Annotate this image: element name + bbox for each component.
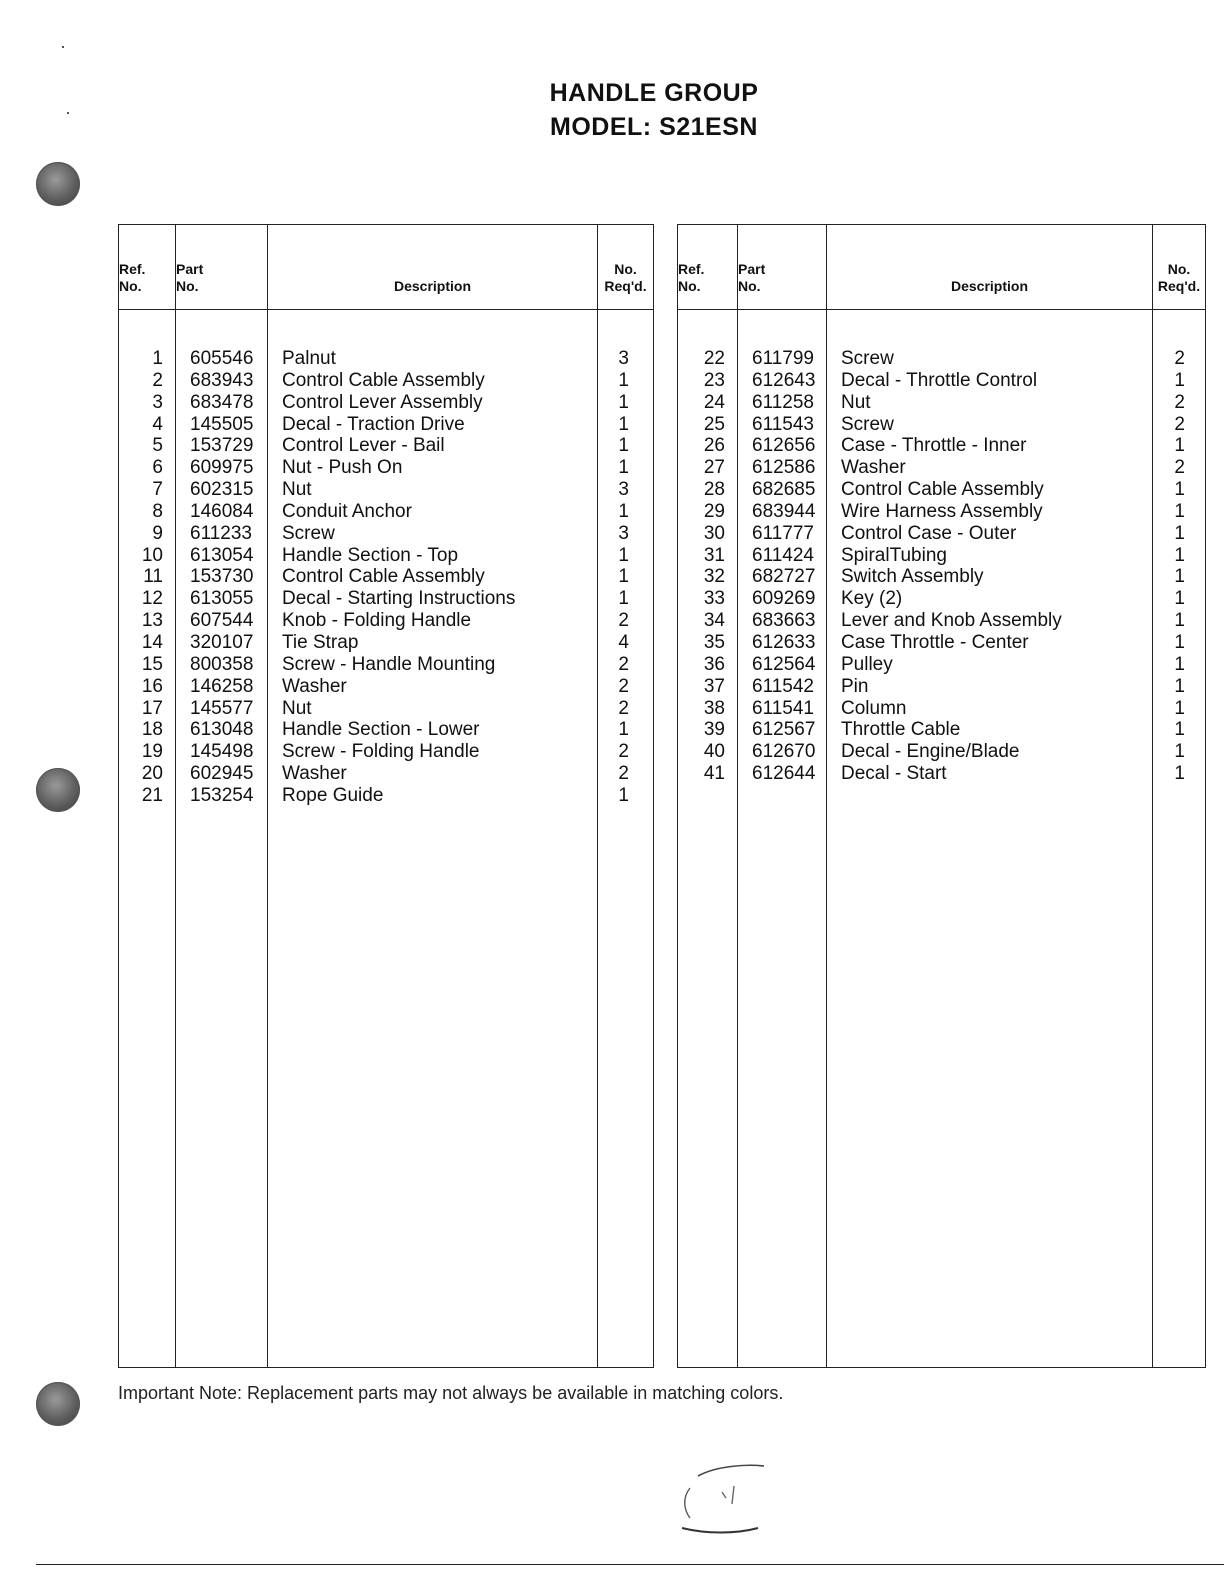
col-header-qty-line1: No. [1167, 261, 1191, 277]
cell-ref: 30 [703, 522, 725, 544]
cell-part: 683478 [190, 391, 254, 413]
cell-ref: 25 [703, 413, 725, 435]
cell-ref: 35 [703, 631, 725, 653]
description-column [827, 310, 1153, 1368]
cell-desc: Control Cable Assembly [841, 479, 1044, 501]
binder-hole-bottom [36, 1382, 80, 1426]
col-header-part-line2: No. [738, 278, 761, 294]
cell-desc: Key (2) [841, 588, 903, 610]
cell-part: 145577 [190, 697, 254, 719]
cell-desc: Nut [282, 697, 312, 719]
cell-qty: 2 [1174, 413, 1185, 435]
cell-ref: 7 [152, 479, 163, 501]
cell-desc: Decal - Throttle Control [841, 369, 1038, 391]
description-column [268, 310, 598, 1368]
cell-ref: 40 [703, 741, 725, 763]
cell-qty: 1 [1174, 763, 1185, 785]
cell-ref: 6 [152, 457, 163, 479]
part-column [176, 310, 268, 1368]
cell-ref: 19 [141, 741, 163, 763]
cell-qty: 1 [618, 719, 629, 741]
cell-qty: 1 [618, 566, 629, 588]
cell-part: 609269 [752, 588, 816, 610]
cell-qty: 1 [618, 435, 629, 457]
cell-desc: Control Cable Assembly [282, 369, 485, 391]
cell-ref: 23 [703, 369, 725, 391]
cell-qty: 1 [1174, 500, 1185, 522]
cell-desc: Lever and Knob Assembly [841, 610, 1062, 632]
cell-part: 611543 [752, 413, 814, 435]
cell-desc: Decal - Starting Instructions [282, 588, 516, 610]
cell-desc: Decal - Traction Drive [282, 413, 465, 435]
cell-desc: Control Case - Outer [841, 522, 1017, 544]
cell-qty: 3 [618, 479, 629, 501]
cell-qty: 1 [1174, 566, 1185, 588]
cell-qty: 2 [618, 610, 629, 632]
cell-desc: Washer [841, 457, 906, 479]
cell-desc: Wire Harness Assembly [841, 500, 1043, 522]
cell-desc: Screw [841, 348, 894, 369]
cell-part: 612567 [752, 719, 816, 741]
cell-qty: 1 [1174, 697, 1185, 719]
cell-ref: 18 [141, 719, 163, 741]
cell-ref: 11 [143, 566, 163, 588]
cell-desc: Pulley [841, 653, 893, 675]
cell-qty: 2 [1174, 391, 1185, 413]
cell-ref: 1 [152, 348, 163, 369]
cell-ref: 37 [703, 675, 725, 697]
cell-ref: 32 [703, 566, 725, 588]
col-header-part [176, 225, 268, 310]
col-header-qty [1153, 225, 1206, 310]
col-header-qty-line2: Req'd. [604, 278, 647, 294]
qty-column [598, 310, 654, 1368]
cell-qty: 1 [618, 784, 629, 806]
cell-part: 607544 [190, 610, 254, 632]
cell-qty: 2 [1174, 457, 1185, 479]
cell-part: 800358 [190, 653, 254, 675]
cell-qty: 1 [618, 457, 629, 479]
cell-part: 611233 [190, 522, 252, 544]
cell-part: 146258 [190, 675, 254, 697]
cell-ref: 20 [141, 763, 163, 785]
cell-desc: Washer [282, 763, 347, 785]
cell-qty: 1 [1174, 631, 1185, 653]
cell-qty: 3 [618, 348, 629, 369]
cell-part: 145498 [190, 741, 254, 763]
cell-ref: 17 [141, 697, 163, 719]
cell-ref: 16 [141, 675, 163, 697]
cell-ref: 8 [152, 500, 163, 522]
cell-desc: Handle Section - Lower [282, 719, 480, 741]
cell-desc: Palnut [282, 348, 336, 369]
col-header-ref [119, 225, 176, 310]
scan-speck [67, 112, 69, 114]
cell-part: 611542 [752, 675, 814, 697]
cell-desc: Control Cable Assembly [282, 566, 485, 588]
cell-desc: Screw [282, 522, 335, 544]
cell-desc: Case Throttle - Center [841, 631, 1029, 653]
cell-desc: Pin [841, 675, 869, 697]
cell-ref: 14 [141, 631, 163, 653]
col-header-description: Description [268, 225, 598, 310]
col-header-part-line2: No. [176, 278, 199, 294]
cell-part: 605546 [190, 348, 254, 369]
cell-ref: 21 [141, 784, 163, 806]
cell-desc: Nut [841, 391, 871, 413]
cell-part: 612643 [752, 369, 816, 391]
cell-desc: Throttle Cable [841, 719, 961, 741]
col-header-description: Description [827, 225, 1153, 310]
cell-qty: 1 [1174, 479, 1185, 501]
cell-ref: 28 [703, 479, 725, 501]
cell-part: 613054 [190, 544, 254, 566]
cell-part: 611258 [752, 391, 814, 413]
cell-ref: 26 [703, 435, 725, 457]
cell-part: 609975 [190, 457, 254, 479]
cell-qty: 1 [1174, 610, 1185, 632]
cell-part: 682685 [752, 479, 816, 501]
cell-ref: 41 [703, 763, 725, 785]
bottom-rule [36, 1564, 1224, 1565]
cell-desc: Decal - Engine/Blade [841, 741, 1020, 763]
cell-ref: 15 [141, 653, 163, 675]
cell-qty: 2 [618, 697, 629, 719]
cell-desc: Screw - Handle Mounting [282, 653, 496, 675]
cell-qty: 1 [1174, 675, 1185, 697]
cell-desc: Washer [282, 675, 347, 697]
cell-part: 153730 [190, 566, 254, 588]
cell-part: 612644 [752, 763, 816, 785]
cell-part: 612564 [752, 653, 816, 675]
cell-qty: 2 [1174, 348, 1185, 369]
model-title: MODEL: S21ESN [550, 113, 758, 141]
scan-speck [62, 46, 64, 48]
cell-qty: 1 [618, 391, 629, 413]
cell-part: 683663 [752, 610, 816, 632]
cell-ref: 27 [703, 457, 725, 479]
col-header-ref-line2: No. [119, 278, 142, 294]
cell-part: 683944 [752, 500, 816, 522]
cell-desc: Nut [282, 479, 312, 501]
cell-qty: 1 [1174, 653, 1185, 675]
cell-qty: 1 [1174, 741, 1185, 763]
col-header-part-line1: Part [176, 261, 204, 277]
cell-qty: 1 [618, 500, 629, 522]
important-note: Important Note: Replacement parts may not always be available in matching colors. [118, 1383, 784, 1403]
cell-ref: 39 [703, 719, 725, 741]
cell-part: 682727 [752, 566, 816, 588]
cell-desc: Column [841, 697, 907, 719]
cell-ref: 10 [141, 544, 163, 566]
cell-part: 145505 [190, 413, 254, 435]
cell-qty: 1 [1174, 522, 1185, 544]
cell-qty: 1 [618, 369, 629, 391]
parts-table-right [677, 224, 1206, 1368]
cell-desc: Conduit Anchor [282, 500, 412, 522]
table-header-row [678, 225, 1206, 310]
cell-qty: 1 [1174, 435, 1185, 457]
cell-part: 611541 [752, 697, 814, 719]
col-header-ref-line1: Ref. [678, 261, 705, 277]
cell-desc: Knob - Folding Handle [282, 610, 472, 632]
cell-qty: 2 [618, 653, 629, 675]
cell-desc: SpiralTubing [841, 544, 947, 566]
cell-desc: Case - Throttle - Inner [841, 435, 1027, 457]
cell-part: 611799 [752, 348, 814, 369]
cell-part: 612670 [752, 741, 816, 763]
table-body-row [119, 310, 654, 1368]
cell-part: 320107 [190, 631, 254, 653]
cell-ref: 24 [703, 391, 725, 413]
cell-part: 602315 [190, 479, 254, 501]
cell-qty: 1 [618, 588, 629, 610]
cell-qty: 1 [1174, 588, 1185, 610]
cell-part: 612633 [752, 631, 816, 653]
cell-ref: 22 [703, 348, 725, 369]
cell-qty: 4 [618, 631, 629, 653]
cell-ref: 3 [152, 391, 163, 413]
cell-ref: 2 [152, 369, 163, 391]
cell-desc: Control Lever - Bail [282, 435, 445, 457]
cell-ref: 9 [152, 522, 163, 544]
cell-ref: 33 [703, 588, 725, 610]
cell-part: 613048 [190, 719, 254, 741]
cell-desc: Decal - Start [841, 763, 947, 785]
col-header-part [738, 225, 827, 310]
cell-ref: 31 [703, 544, 725, 566]
cell-desc: Screw [841, 413, 894, 435]
part-column [738, 310, 827, 1368]
cell-part: 612656 [752, 435, 816, 457]
cell-desc: Switch Assembly [841, 566, 984, 588]
cell-ref: 38 [703, 697, 725, 719]
page-title: HANDLE GROUP [549, 79, 759, 107]
cell-part: 602945 [190, 763, 254, 785]
cell-part: 611424 [752, 544, 814, 566]
cell-desc: Nut - Push On [282, 457, 403, 479]
cell-qty: 1 [1174, 369, 1185, 391]
cell-qty: 2 [618, 675, 629, 697]
cell-ref: 12 [141, 588, 163, 610]
binder-hole-top [36, 162, 80, 206]
cell-desc: Tie Strap [282, 631, 359, 653]
table-header-row [119, 225, 654, 310]
cell-desc: Handle Section - Top [282, 544, 459, 566]
handwritten-page-mark [676, 1458, 776, 1538]
cell-desc: Control Lever Assembly [282, 391, 483, 413]
cell-ref: 4 [152, 413, 163, 435]
cell-ref: 36 [703, 653, 725, 675]
parts-table-left [118, 224, 654, 1368]
cell-part: 683943 [190, 369, 254, 391]
cell-ref: 29 [703, 500, 725, 522]
ref-column [119, 310, 176, 1368]
cell-part: 611777 [752, 522, 814, 544]
cell-ref: 13 [141, 610, 163, 632]
cell-part: 153254 [190, 784, 254, 806]
col-header-qty [598, 225, 654, 310]
table-body-row [678, 310, 1206, 1368]
col-header-qty-line1: No. [614, 261, 637, 277]
cell-qty: 1 [1174, 719, 1185, 741]
binder-hole-middle [36, 768, 80, 812]
cell-part: 613055 [190, 588, 254, 610]
cell-desc: Rope Guide [282, 784, 384, 806]
cell-qty: 1 [618, 413, 629, 435]
cell-ref: 34 [703, 610, 725, 632]
qty-column [1153, 310, 1206, 1368]
cell-qty: 1 [618, 544, 629, 566]
col-header-qty-line2: Req'd. [1157, 278, 1201, 294]
col-header-ref-line1: Ref. [119, 261, 146, 277]
col-header-part-line1: Part [738, 261, 766, 277]
cell-qty: 2 [618, 763, 629, 785]
cell-desc: Screw - Folding Handle [282, 741, 480, 763]
col-header-ref-line2: No. [678, 278, 701, 294]
cell-ref: 5 [152, 435, 163, 457]
ref-column [678, 310, 738, 1368]
cell-part: 146084 [190, 500, 254, 522]
col-header-ref [678, 225, 738, 310]
cell-qty: 1 [1174, 544, 1185, 566]
cell-part: 612586 [752, 457, 816, 479]
cell-part: 153729 [190, 435, 254, 457]
cell-qty: 3 [618, 522, 629, 544]
cell-qty: 2 [618, 741, 629, 763]
